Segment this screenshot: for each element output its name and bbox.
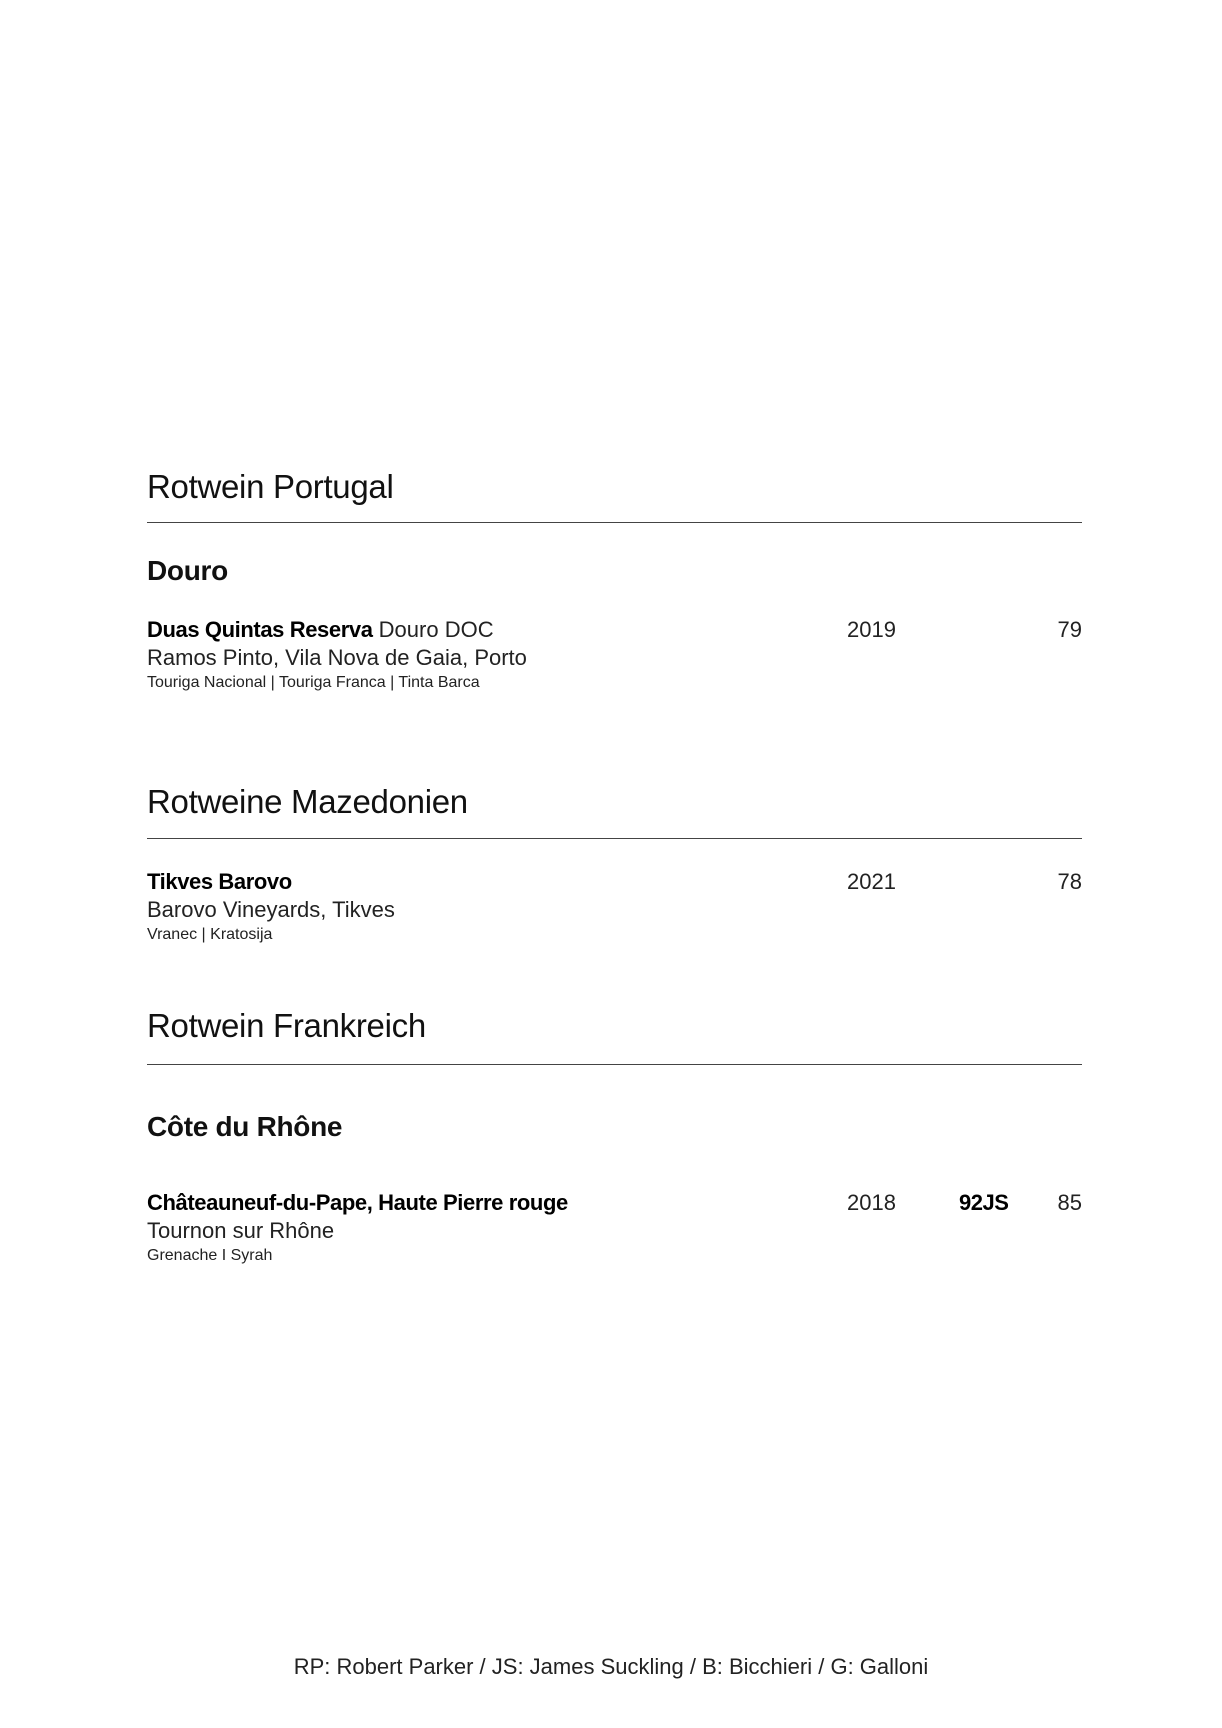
wine-price: 79 [1057, 617, 1082, 642]
wine-price: 85 [1057, 1190, 1082, 1215]
section-divider [147, 1064, 1082, 1065]
region-title-cote-du-rhone: Côte du Rhône [147, 1111, 343, 1142]
wine-name: Châteauneuf-du-Pape, Haute Pierre rouge [147, 1190, 568, 1215]
wine-entry-tikves-barovo [147, 868, 1082, 946]
wine-entry-duas-quintas [147, 616, 1082, 694]
wine-grapes: Grenache I Syrah [147, 1247, 273, 1264]
wine-producer: Ramos Pinto, Vila Nova de Gaia, Porto [147, 645, 527, 670]
wine-vintage: 2018 [847, 1190, 896, 1215]
section-divider [147, 522, 1082, 523]
wine-grapes: Vranec | Kratosija [147, 926, 273, 943]
wine-name: Tikves Barovo [147, 869, 292, 894]
wine-producer: Tournon sur Rhône [147, 1218, 335, 1243]
wine-rating: 92JS [959, 1190, 1009, 1215]
section-divider [147, 838, 1082, 839]
wine-entry-chateauneuf [147, 1189, 1082, 1267]
wine-appellation: Douro DOC [378, 617, 494, 642]
section-title-portugal: Rotwein Portugal [147, 468, 394, 505]
wine-price: 78 [1057, 869, 1082, 894]
wine-name: Duas Quintas Reserva [147, 617, 373, 642]
wine-vintage: 2019 [847, 617, 896, 642]
region-title-douro: Douro [147, 555, 228, 586]
section-title-frankreich: Rotwein Frankreich [147, 1007, 426, 1044]
wine-grapes: Touriga Nacional | Touriga Franca | Tinta Barca [147, 674, 480, 691]
section-title-mazedonien: Rotweine Mazedonien [147, 783, 468, 820]
wine-vintage: 2021 [847, 869, 896, 894]
wine-producer: Barovo Vineyards, Tikves [147, 897, 395, 922]
rating-legend-footer: RP: Robert Parker / JS: James Suckling / B: Bicchieri / G: Galloni [293, 1654, 929, 1679]
